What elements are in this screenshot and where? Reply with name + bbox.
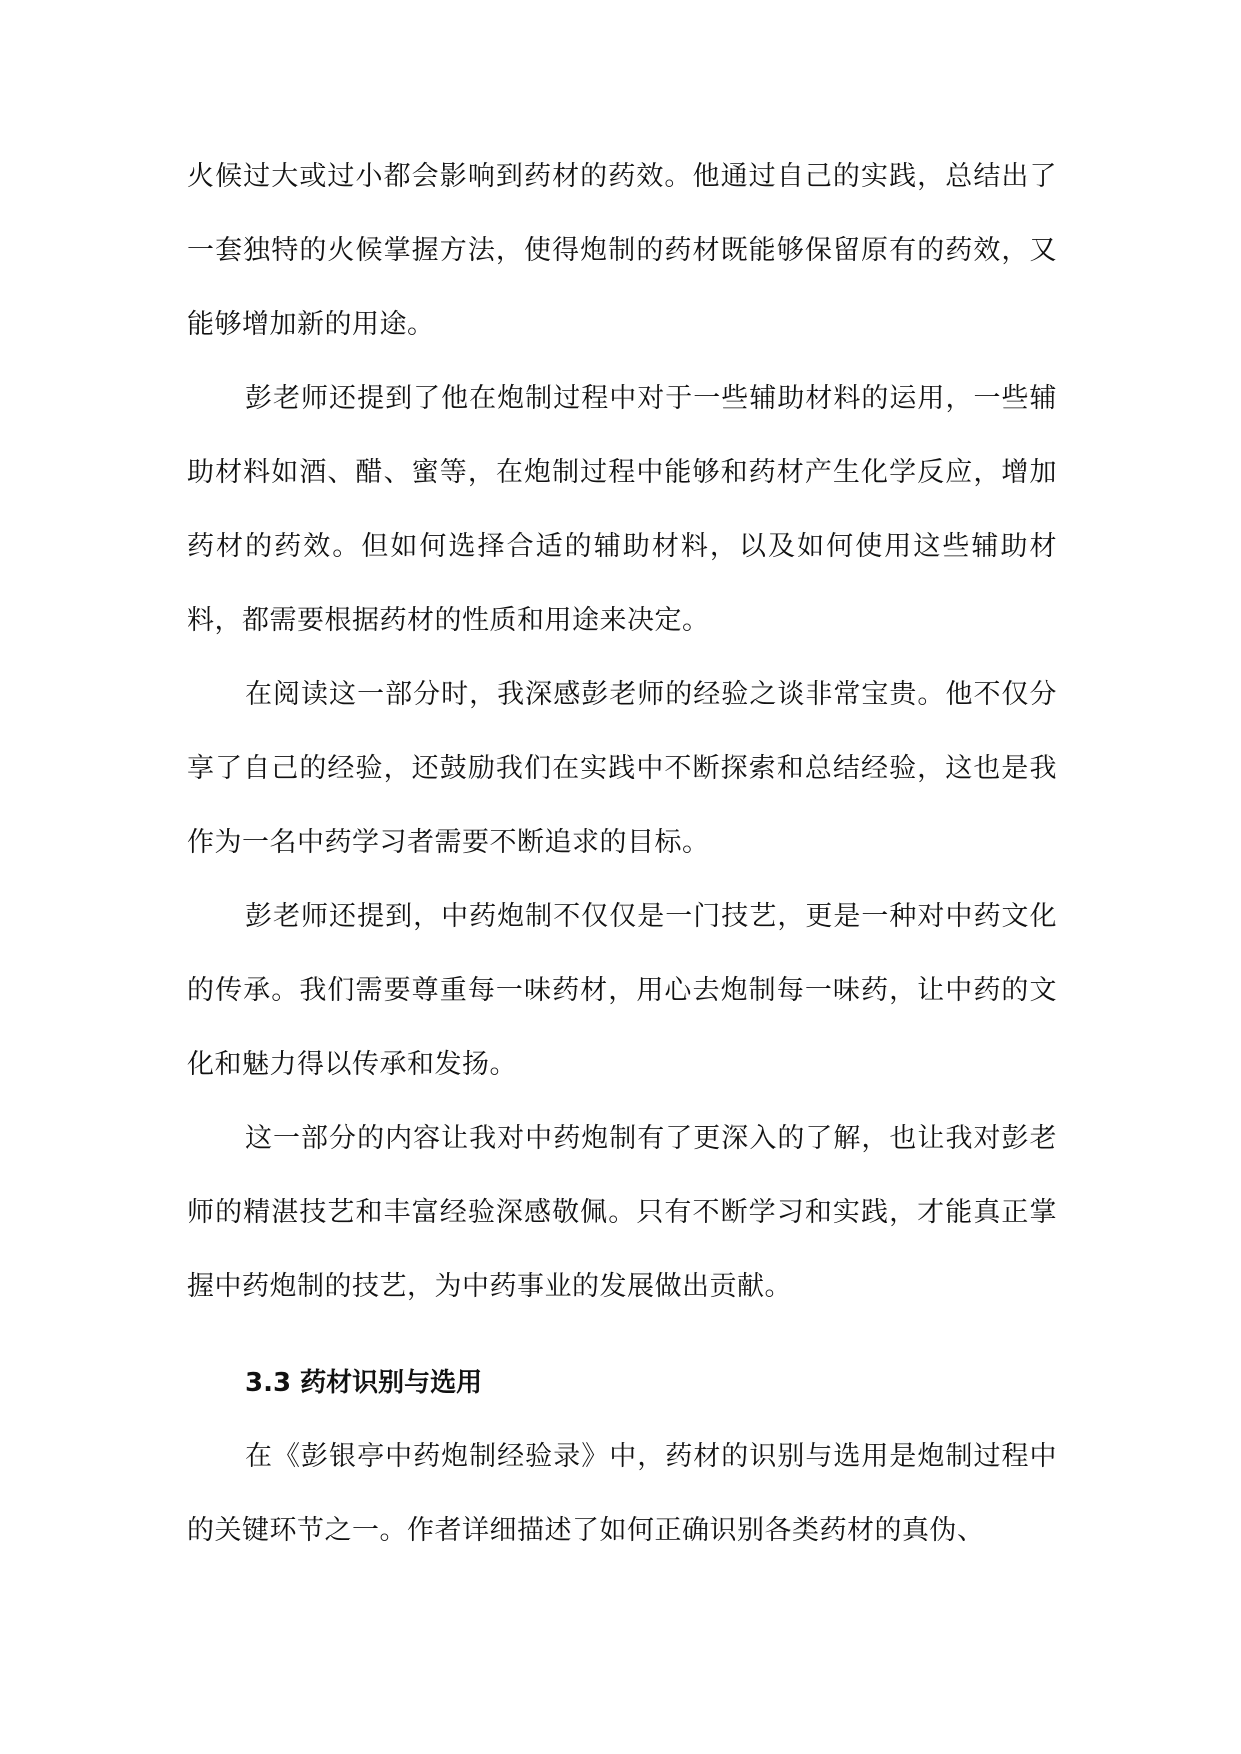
paragraph-continued: 火候过大或过小都会影响到药材的药效。他通过自己的实践，总结出了一套独特的火候掌握方法，使得炮制的药材既能够保留原有的药效，又能够增加新的用途。 <box>187 161 1057 340</box>
section-heading: 3.3 药材识别与选用 <box>245 1368 483 1398</box>
paragraph: 这一部分的内容让我对中药炮制有了更深入的了解，也让我对彭老师的精湛技艺和丰富经验深感敬佩。只有不断学习和实践，才能真正掌握中药炮制的技艺，为中药事业的发展做出贡献。 <box>187 1123 1057 1302</box>
paragraph: 彭老师还提到了他在炮制过程中对于一些辅助材料的运用，一些辅助材料如酒、醋、蜜等，在炮制过程中能够和药材产生化学反应，增加药材的药效。但如何选择合适的辅助材料，以及如何使用这些辅助材料，都需要根据药材的性质和用途来决定。 <box>187 383 1057 636</box>
paragraph: 彭老师还提到，中药炮制不仅仅是一门技艺，更是一种对中药文化的传承。我们需要尊重每一味药材，用心去炮制每一味药，让中药的文化和魅力得以传承和发扬。 <box>187 901 1057 1080</box>
paragraph: 在《彭银亭中药炮制经验录》中，药材的识别与选用是炮制过程中的关键环节之一。作者详细描述了如何正确识别各类药材的真伪、 <box>187 1441 1057 1546</box>
document-body <box>187 140 1057 1568</box>
paragraph: 在阅读这一部分时，我深感彭老师的经验之谈非常宝贵。他不仅分享了自己的经验，还鼓励我们在实践中不断探索和总结经验，这也是我作为一名中药学习者需要不断追求的目标。 <box>187 679 1057 858</box>
